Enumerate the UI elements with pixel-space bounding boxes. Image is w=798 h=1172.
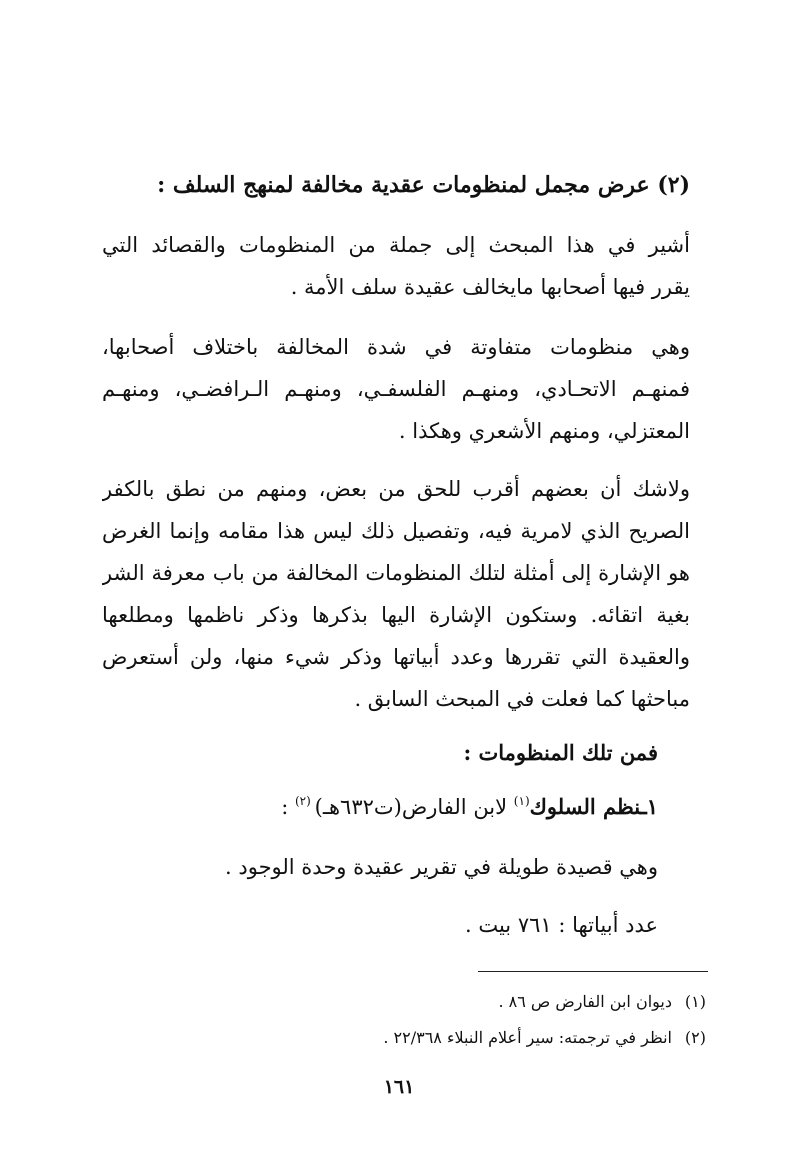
footnote-2-text: انظر في ترجمته: سير أعلام النبلاء ٢٢/٣٦٨ . [383,1028,672,1047]
footnote-2 [106,1026,706,1050]
footnote-2-number: (٢) [684,1028,706,1047]
paragraph-3-line-3: هو الإشارة إلى أمثلة لتلك المنظومات المخالفة من باب معرفة الشر [102,561,690,585]
footnote-ref-2: (٢) [294,794,315,808]
item-1-colon: : [281,795,295,819]
paragraph-1-line-2: يقرر فيها أصحابها مايخالف عقيدة سلف الأمة . [290,275,690,299]
paragraph-3-line-5: والعقيدة التي تقررها وعدد أبياتها وذكر شيء منها، ولن أستعرض [102,645,690,669]
paragraph-3-line-1: ولاشك أن بعضهم أقرب للحق من بعض، ومنهم من نطق بالكفر [102,477,690,501]
footnote-1-number: (١) [684,992,706,1011]
page-number: ١٦١ [383,1076,415,1098]
footnote-ref-1: (١) [513,794,530,808]
footnote-1 [106,990,706,1014]
subheading: فمن تلك المنظومات : [463,740,658,765]
paragraph-3-line-2: الصريح الذي لامرية فيه، وتفصيل ذلك ليس هذا مقامه وإنما الغرض [102,519,690,543]
paragraph-2-line-1: وهي منظومات متفاوتة في شدة المخالفة باختلاف أصحابها، [102,335,690,359]
footnote-1-text: ديوان ابن الفارض ص ٨٦ . [498,992,672,1011]
footnote-separator [478,971,708,972]
paragraph-2-line-3: المعتزلي، ومنهم الأشعري وهكذا . [398,419,690,443]
item-1-number: ١ـ [640,794,658,819]
item-1-title: نظم السلوك [529,794,641,819]
paragraph-3-line-6: مباحثها كما فعلت في المبحث السابق . [354,687,690,711]
section-heading: (٢) عرض مجمل لمنظومات عقدية مخالفة لمنهج السلف : [157,172,690,198]
item-1-description: وهي قصيدة طويلة في تقرير عقيدة وحدة الوجود . [225,855,658,879]
item-1-verse-count: عدد أبياتها : ٧٦١ بيت . [464,913,658,937]
paragraph-2-line-2: فمنهـم الاتحـادي، ومنهـم الفلسفـي، ومنهـم الـرافضـي، ومنهـم [102,377,690,401]
paragraph-3-line-4: بغية اتقائه. وستكون الإشارة اليها بذكرها وذكر ناظمها ومطلعها [102,603,690,627]
paragraph-1-line-1: أشير في هذا المبحث إلى جملة من المنظومات والقصائد التي [102,233,690,257]
item-1-author: لابن الفارض(ت٦٣٢هـ) [314,795,514,819]
item-1-heading [102,792,658,822]
